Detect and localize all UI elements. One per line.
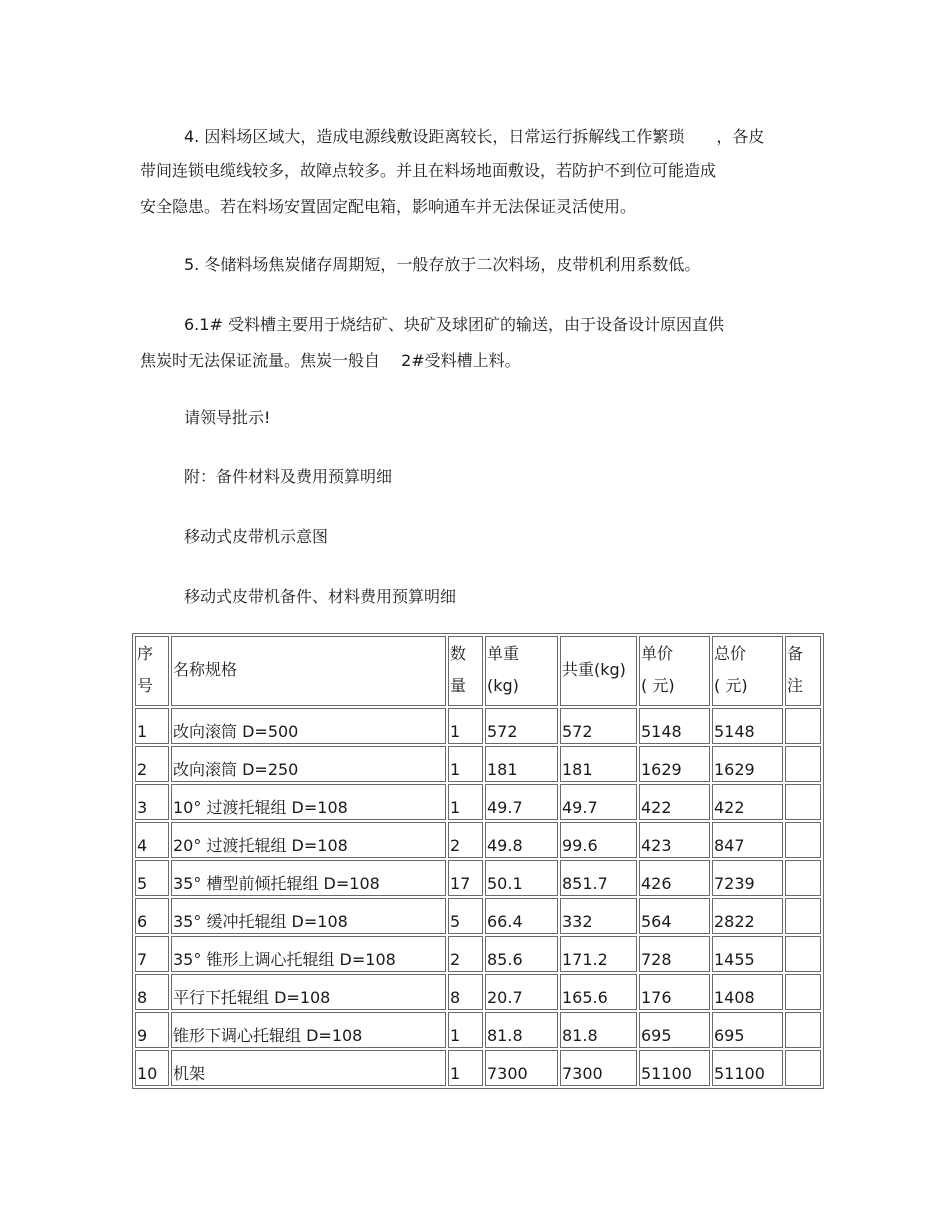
cell-name: 20° 过渡托辊组 D=108 <box>171 822 446 858</box>
paragraph-4-line-2: 带间连锁电缆线较多，故障点较多。并且在料场地面敷设，若防护不到位可能造成 <box>140 161 717 180</box>
cell-total-price: 1455 <box>712 936 783 972</box>
cell-total-price: 847 <box>712 822 783 858</box>
cell-qty: 8 <box>448 974 483 1010</box>
cell-note <box>785 936 821 972</box>
header-unit-weight: 单重 (kg) <box>485 636 558 706</box>
cell-name: 10° 过渡托辊组 D=108 <box>171 784 446 820</box>
header-seq: 序 号 <box>135 636 169 706</box>
cell-name: 改向滚筒 D=250 <box>171 746 446 782</box>
cell-qty: 1 <box>448 784 483 820</box>
table-row <box>135 898 821 934</box>
cell-total-price: 5148 <box>712 708 783 744</box>
cell-unit-price: 5148 <box>639 708 710 744</box>
cell-total-price: 422 <box>712 784 783 820</box>
table-row <box>135 746 821 782</box>
attachment-note: 附：备件材料及费用预算明细 <box>184 467 393 486</box>
cell-unit-price: 1629 <box>639 746 710 782</box>
cell-seq: 3 <box>135 784 169 820</box>
cell-total-price: 695 <box>712 1012 783 1048</box>
cell-seq: 2 <box>135 746 169 782</box>
cell-total-weight: 181 <box>560 746 637 782</box>
cell-total-weight: 81.8 <box>560 1012 637 1048</box>
cell-name: 35° 锥形上调心托辊组 D=108 <box>171 936 446 972</box>
cell-seq: 5 <box>135 860 169 896</box>
cell-total-price: 51100 <box>712 1050 783 1086</box>
cell-seq: 8 <box>135 974 169 1010</box>
cell-note <box>785 822 821 858</box>
table-caption: 移动式皮带机备件、材料费用预算明细 <box>184 587 457 606</box>
cell-seq: 9 <box>135 1012 169 1048</box>
cell-total-weight: 165.6 <box>560 974 637 1010</box>
budget-table <box>132 633 824 1089</box>
table-row <box>135 860 821 896</box>
paragraph-4-line-1: 4. 因料场区域大，造成电源线敷设距离较长，日常运行拆解线工作繁琐 ，各皮 <box>184 127 765 146</box>
cell-seq: 4 <box>135 822 169 858</box>
cell-qty: 1 <box>448 1050 483 1086</box>
cell-seq: 1 <box>135 708 169 744</box>
cell-unit-price: 423 <box>639 822 710 858</box>
cell-total-weight: 7300 <box>560 1050 637 1086</box>
cell-note <box>785 898 821 934</box>
cell-name: 35° 缓冲托辊组 D=108 <box>171 898 446 934</box>
header-qty: 数 量 <box>448 636 483 706</box>
cell-total-price: 1408 <box>712 974 783 1010</box>
paragraph-4-line-3: 安全隐患。若在料场安置固定配电箱，影响通车并无法保证灵活使用。 <box>140 197 637 216</box>
paragraph-6-line-1: 6.1# 受料槽主要用于烧结矿、块矿及球团矿的输送，由于设备设计原因直供 <box>184 315 724 334</box>
cell-note <box>785 1050 821 1086</box>
cell-unit-weight: 7300 <box>485 1050 558 1086</box>
cell-qty: 1 <box>448 1012 483 1048</box>
table-row <box>135 1012 821 1048</box>
cell-note <box>785 860 821 896</box>
header-total-price: 总价 ( 元) <box>712 636 783 706</box>
cell-unit-price: 426 <box>639 860 710 896</box>
cell-seq: 10 <box>135 1050 169 1086</box>
cell-unit-weight: 85.6 <box>485 936 558 972</box>
table-row <box>135 708 821 744</box>
cell-unit-weight: 49.7 <box>485 784 558 820</box>
cell-unit-price: 422 <box>639 784 710 820</box>
table-row <box>135 936 821 972</box>
cell-total-weight: 332 <box>560 898 637 934</box>
table-row <box>135 784 821 820</box>
cell-note <box>785 974 821 1010</box>
cell-name: 锥形下调心托辊组 D=108 <box>171 1012 446 1048</box>
cell-unit-price: 176 <box>639 974 710 1010</box>
header-total-weight: 共重(kg) <box>560 636 637 706</box>
cell-note <box>785 708 821 744</box>
header-name: 名称规格 <box>171 636 446 706</box>
cell-unit-weight: 572 <box>485 708 558 744</box>
cell-total-weight: 851.7 <box>560 860 637 896</box>
cell-total-weight: 572 <box>560 708 637 744</box>
paragraph-6-line-2: 焦炭时无法保证流量。焦炭一般自 2#受料槽上料。 <box>140 351 521 370</box>
table-row <box>135 974 821 1010</box>
cell-name: 35° 槽型前倾托辊组 D=108 <box>171 860 446 896</box>
cell-note <box>785 746 821 782</box>
cell-unit-weight: 81.8 <box>485 1012 558 1048</box>
cell-qty: 1 <box>448 746 483 782</box>
table-row <box>135 822 821 858</box>
cell-total-price: 1629 <box>712 746 783 782</box>
cell-total-weight: 99.6 <box>560 822 637 858</box>
cell-unit-weight: 50.1 <box>485 860 558 896</box>
table-row <box>135 1050 821 1086</box>
cell-qty: 2 <box>448 936 483 972</box>
cell-unit-weight: 66.4 <box>485 898 558 934</box>
approval-request: 请领导批示! <box>184 408 271 427</box>
cell-unit-price: 564 <box>639 898 710 934</box>
cell-name: 机架 <box>171 1050 446 1086</box>
cell-total-price: 7239 <box>712 860 783 896</box>
cell-seq: 7 <box>135 936 169 972</box>
cell-qty: 1 <box>448 708 483 744</box>
cell-total-weight: 171.2 <box>560 936 637 972</box>
table-header-row <box>135 636 821 706</box>
cell-total-price: 2822 <box>712 898 783 934</box>
cell-unit-weight: 20.7 <box>485 974 558 1010</box>
cell-note <box>785 1012 821 1048</box>
header-unit-price: 单价 ( 元) <box>639 636 710 706</box>
cell-name: 平行下托辊组 D=108 <box>171 974 446 1010</box>
header-note: 备 注 <box>785 636 821 706</box>
cell-unit-weight: 49.8 <box>485 822 558 858</box>
cell-name: 改向滚筒 D=500 <box>171 708 446 744</box>
diagram-caption: 移动式皮带机示意图 <box>184 527 329 546</box>
paragraph-5: 5. 冬储料场焦炭储存周期短，一般存放于二次料场，皮带机利用系数低。 <box>184 255 701 274</box>
cell-seq: 6 <box>135 898 169 934</box>
cell-qty: 17 <box>448 860 483 896</box>
cell-qty: 2 <box>448 822 483 858</box>
cell-unit-price: 695 <box>639 1012 710 1048</box>
cell-unit-price: 728 <box>639 936 710 972</box>
cell-unit-price: 51100 <box>639 1050 710 1086</box>
cell-note <box>785 784 821 820</box>
cell-total-weight: 49.7 <box>560 784 637 820</box>
cell-unit-weight: 181 <box>485 746 558 782</box>
cell-qty: 5 <box>448 898 483 934</box>
